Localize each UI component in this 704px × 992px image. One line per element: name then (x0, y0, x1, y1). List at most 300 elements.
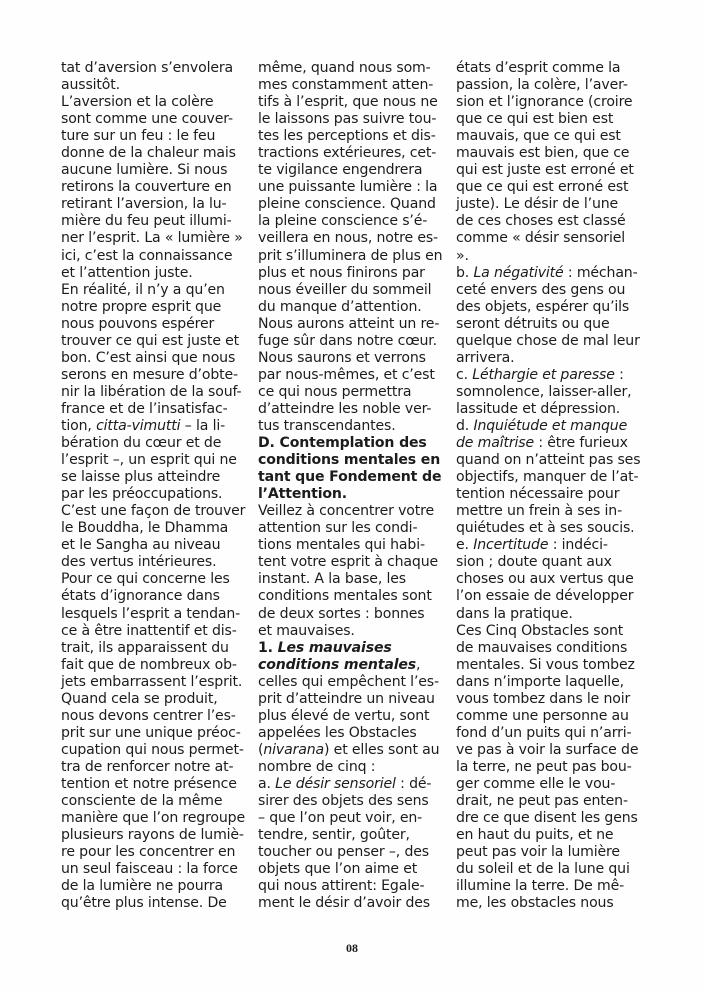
text-segment: sont comme une couver- (61, 111, 233, 128)
text-line (456, 435, 656, 452)
text-segment: – que l’on peut voir, en- (258, 810, 423, 827)
text-line (258, 333, 448, 350)
text-segment: aucune lumière. Si nous (61, 162, 228, 179)
text-segment: objectifs, manquer de l’at- (456, 469, 639, 486)
text-segment: un seul faisceau : la force (61, 861, 238, 878)
text-line (456, 810, 656, 827)
text-line (61, 111, 251, 128)
text-segment: L’aversion et la colère (61, 94, 214, 111)
text-line (258, 895, 448, 912)
text-line (456, 333, 656, 350)
text-segment: lassitude et dépression. (456, 400, 621, 417)
text-segment: Veillez à concentrer votre (258, 503, 434, 520)
text-line (258, 401, 448, 418)
text-line (456, 350, 656, 367)
text-segment: vous tombez dans le noir (456, 690, 631, 707)
text-line (61, 94, 251, 111)
italic-text: Inquiétude et manque (473, 417, 628, 434)
text-line (456, 418, 656, 435)
text-segment: par les préoccupations. (61, 486, 223, 503)
text-line (456, 248, 656, 265)
text-segment: ture sur un feu : le feu (61, 128, 216, 145)
text-line (258, 60, 448, 77)
text-line (258, 742, 448, 759)
text-line (258, 571, 448, 588)
text-segment: trait, ils apparaissent du (61, 639, 229, 656)
text-segment: et mauvaises. (258, 622, 355, 639)
text-line (61, 503, 251, 520)
text-segment: mière du feu peut illumi- (61, 213, 232, 230)
text-segment: nombre de cinq : (258, 758, 376, 775)
text-line (258, 77, 448, 94)
text-segment: ce qui nous permettra (258, 383, 412, 400)
text-segment: toucher ou penser –, des (258, 844, 429, 861)
text-line (456, 793, 656, 810)
text-segment: Nous aurons atteint un re- (258, 315, 440, 332)
text-column-middle (258, 60, 448, 912)
text-line (456, 486, 656, 503)
text-segment: quand on n’atteint pas ses (456, 452, 641, 469)
text-line (61, 367, 251, 384)
bold-text: conditions mentales (258, 656, 417, 673)
italic-text: de maîtrise (456, 435, 534, 452)
text-line (258, 145, 448, 162)
text-segment: Quand cela se produit, (61, 690, 218, 707)
text-segment: mauvais est bien, que ce (456, 145, 630, 162)
text-segment: nir la libération de la souf- (61, 383, 242, 400)
text-line (61, 299, 251, 316)
text-segment: ger comme elle le vou- (456, 775, 616, 792)
text-segment: des vertus intérieures. (61, 554, 217, 571)
text-segment: que ce qui est erroné est (456, 179, 629, 196)
text-line (258, 162, 448, 179)
text-segment: tes les perceptions et dis- (258, 128, 436, 145)
text-segment: plus et nous finirons par (258, 264, 425, 281)
text-segment: l’on essaie de développer (456, 588, 634, 605)
text-line (456, 554, 656, 571)
text-line (258, 520, 448, 537)
text-line (61, 265, 251, 282)
text-segment: tat d’aversion s’envolera (61, 60, 233, 76)
text-line (456, 674, 656, 691)
text-segment: nous éveiller du sommeil (258, 281, 432, 298)
text-line (456, 520, 656, 537)
text-segment: dans la pratique. (456, 605, 573, 622)
text-line (258, 691, 448, 708)
text-line (61, 878, 251, 895)
text-line (258, 640, 448, 657)
text-line (456, 230, 656, 247)
text-segment: sirer des objets des sens (258, 793, 429, 810)
bold-text: D. Contemplation des (258, 435, 427, 452)
text-segment: de la lumière ne pourra (61, 878, 224, 895)
text-line (258, 503, 448, 520)
text-segment: prit s’illuminera de plus en (258, 247, 443, 264)
text-line (61, 179, 251, 196)
text-line (456, 282, 656, 299)
text-line (258, 810, 448, 827)
text-line (258, 657, 448, 674)
text-segment: fuge sûr dans notre cœur. (258, 332, 437, 349)
text-segment: tions mentales qui habi- (258, 537, 425, 554)
text-line (61, 196, 251, 213)
text-segment: seront détruits ou que (456, 315, 610, 332)
text-line (456, 401, 656, 418)
text-segment: donne de la chaleur mais (61, 145, 236, 162)
text-line (61, 401, 251, 418)
italic-text: La négativité (473, 264, 564, 281)
text-line (258, 196, 448, 213)
text-segment: et l’attention juste. (61, 264, 193, 281)
text-line (456, 469, 656, 486)
italic-text: Incertitude (473, 537, 549, 554)
text-line (258, 418, 448, 435)
text-segment: peut pas voir la lumière (456, 844, 620, 861)
text-segment: serons en mesure d’obte- (61, 366, 238, 383)
text-line (456, 606, 656, 623)
text-segment: ment le désir d’avoir des (258, 895, 430, 912)
text-segment: b. (456, 264, 474, 281)
text-line (61, 60, 251, 77)
text-segment: france et de l’insatisfac- (61, 400, 228, 417)
text-line (258, 384, 448, 401)
text-segment: bération du cœur et de (61, 435, 222, 452)
text-line (456, 708, 656, 725)
text-segment: aussitôt. (61, 77, 120, 94)
text-segment: la terre, ne peut pas bou- (456, 758, 632, 775)
text-line (61, 606, 251, 623)
text-line (61, 725, 251, 742)
text-line (61, 895, 251, 912)
text-line (61, 282, 251, 299)
text-segment: c. (456, 366, 473, 383)
text-line (61, 452, 251, 469)
text-segment: objets que l’on aime et (258, 861, 418, 878)
text-line (258, 878, 448, 895)
text-segment: l’esprit –, un esprit qui ne (61, 452, 237, 469)
text-segment: veillera en nous, notre es- (258, 230, 438, 247)
text-segment: conditions mentales sont (258, 588, 432, 605)
text-segment: mettre un frein à ses in- (456, 503, 623, 520)
text-segment: instant. A la base, les (258, 571, 406, 588)
text-segment: : méchan- (563, 264, 638, 281)
text-line (258, 554, 448, 571)
text-segment: le Bouddha, le Dhamma (61, 520, 229, 537)
text-line (258, 265, 448, 282)
text-line (61, 810, 251, 827)
text-line (61, 213, 251, 230)
text-segment: quiétudes et à ses soucis. (456, 520, 635, 537)
text-segment: consciente de la même (61, 793, 223, 810)
text-segment: prit d’atteindre un niveau (258, 690, 435, 707)
text-segment: le laissons pas suivre tou- (258, 111, 437, 128)
text-line (61, 384, 251, 401)
text-line (258, 350, 448, 367)
text-segment: qui nous attirent: Egale- (258, 878, 425, 895)
text-segment: ce à être inattentif et dis- (61, 622, 237, 639)
text-segment: C’est une façon de trouver (61, 503, 246, 520)
text-segment: tendre, sentir, goûter, (258, 827, 410, 844)
text-line (61, 350, 251, 367)
text-line (258, 793, 448, 810)
text-segment: même, quand nous som- (258, 60, 431, 76)
text-segment: de mauvaises conditions (456, 639, 628, 656)
text-segment: bon. C’est ainsi que nous (61, 349, 236, 366)
text-segment: une puissante lumière : la (258, 179, 438, 196)
text-line (258, 827, 448, 844)
text-line (258, 776, 448, 793)
text-line (61, 657, 251, 674)
text-line (61, 759, 251, 776)
text-segment: juste). Le désir de l’une (456, 196, 619, 213)
bold-text: 1. (258, 639, 278, 656)
text-line (61, 588, 251, 605)
text-segment: tifs à l’esprit, que nous ne (258, 94, 438, 111)
text-segment: notre propre esprit que (61, 298, 222, 315)
text-segment: tus transcendantes. (258, 417, 396, 434)
text-line (258, 452, 448, 469)
text-segment: ve pas à voir la surface de (456, 741, 639, 758)
text-segment: mauvais, que ce qui est (456, 128, 621, 145)
text-line (258, 367, 448, 384)
text-line (456, 111, 656, 128)
text-segment: dre ce que disent les gens (456, 810, 638, 827)
text-line (258, 128, 448, 145)
text-line (61, 435, 251, 452)
text-segment: comme « désir sensoriel (456, 230, 625, 247)
text-line (258, 486, 448, 503)
text-segment: pleine conscience. Quand (258, 196, 436, 213)
text-line (456, 60, 656, 77)
text-line (456, 759, 656, 776)
text-line (61, 793, 251, 810)
text-line (258, 248, 448, 265)
text-segment: me, les obstacles nous (456, 895, 614, 912)
text-segment: : être furieux (533, 435, 628, 452)
text-segment: d’atteindre les noble ver- (258, 400, 432, 417)
text-segment: du manque d’attention. (258, 298, 422, 315)
text-segment: arrivera. (456, 349, 515, 366)
italic-text: nivarana (263, 741, 324, 758)
text-segment: de deux sortes : bonnes (258, 605, 425, 622)
bold-text: tant que Fondement de (258, 469, 442, 486)
text-segment: que ce qui est bien est (456, 111, 614, 128)
text-column-left (61, 60, 251, 912)
text-segment: mes constamment atten- (258, 77, 434, 94)
text-segment: drait, ne peut pas enten- (456, 793, 628, 810)
text-segment: somnolence, laisser-aller, (456, 383, 632, 400)
text-line (456, 878, 656, 895)
text-column-right (456, 60, 656, 912)
text-line (61, 554, 251, 571)
text-line (61, 708, 251, 725)
text-segment: des objets, espérer qu’ils (456, 298, 630, 315)
text-line (61, 623, 251, 640)
text-line (258, 759, 448, 776)
text-segment: lesquels l’esprit a tendan- (61, 605, 241, 622)
text-line (456, 537, 656, 554)
text-line (61, 674, 251, 691)
text-line (456, 776, 656, 793)
text-line (258, 111, 448, 128)
text-segment: Ces Cinq Obstacles sont (456, 622, 624, 639)
text-segment: d. (456, 417, 474, 434)
text-segment: choses ou aux vertus que (456, 571, 634, 588)
text-line (61, 469, 251, 486)
text-line (456, 265, 656, 282)
text-segment: comme une personne au (456, 707, 629, 724)
text-line (456, 316, 656, 333)
text-segment: Pour ce qui concerne les (61, 571, 230, 588)
text-segment: dans n’importe laquelle, (456, 673, 624, 690)
italic-text: Le désir sensoriel (275, 775, 396, 792)
text-line (61, 691, 251, 708)
text-segment: retirons la couverture en (61, 179, 232, 196)
text-line (456, 299, 656, 316)
text-segment: jets embarrassent l’esprit. (61, 673, 243, 690)
text-line (61, 537, 251, 554)
text-line (456, 162, 656, 179)
text-segment: passion, la colère, l’aver- (456, 77, 628, 94)
text-segment: prit sur une unique préoc- (61, 724, 241, 741)
text-line (258, 861, 448, 878)
text-line (258, 844, 448, 861)
text-line (61, 128, 251, 145)
text-line (258, 606, 448, 623)
text-line (258, 179, 448, 196)
text-segment: a. (258, 775, 276, 792)
text-segment: la pleine conscience s’é- (258, 213, 428, 230)
text-line (258, 623, 448, 640)
text-segment: du soleil et de la lune qui (456, 861, 630, 878)
text-line (258, 588, 448, 605)
text-segment: e. (456, 537, 474, 554)
text-segment: tractions extérieures, cet- (258, 145, 437, 162)
text-line (456, 367, 656, 384)
text-segment: – la li- (180, 417, 226, 434)
text-segment: ici, c’est la connaissance (61, 247, 233, 264)
text-segment: tention nécessaire pour (456, 486, 620, 503)
text-segment: En réalité, il n’y a qu’en (61, 281, 225, 298)
text-line (61, 248, 251, 265)
text-line (61, 418, 251, 435)
text-segment: fait que de nombreux ob- (61, 656, 237, 673)
text-segment: manière que l’on regroupe (61, 810, 245, 827)
text-line (456, 827, 656, 844)
text-segment: sion et l’ignorance (croire (456, 94, 633, 111)
text-line (258, 282, 448, 299)
text-line (456, 691, 656, 708)
text-line (456, 742, 656, 759)
text-line (456, 196, 656, 213)
text-segment: qui est juste est erroné et (456, 162, 634, 179)
text-line (456, 895, 656, 912)
text-segment: en haut du puits, et ne (456, 827, 614, 844)
text-line (258, 299, 448, 316)
text-segment: nous pouvons espérer (61, 315, 215, 332)
text-segment: ». (456, 247, 469, 264)
text-segment: nous devons centrer l’es- (61, 707, 236, 724)
text-line (456, 77, 656, 94)
text-segment: sion ; doute quant aux (456, 554, 612, 571)
text-segment: qu’être plus intense. De (61, 895, 227, 912)
text-line (61, 571, 251, 588)
page-number: 08 (346, 941, 358, 955)
text-line (61, 145, 251, 162)
text-segment: quelque chose de mal leur (456, 332, 640, 349)
text-line (61, 520, 251, 537)
text-line (258, 230, 448, 247)
italic-text: Léthargie et paresse (472, 366, 615, 383)
text-line (456, 179, 656, 196)
text-segment: mentales. Si vous tombez (456, 656, 635, 673)
text-segment: Nous saurons et verrons (258, 349, 426, 366)
text-segment: celles qui empêchent l’es- (258, 673, 439, 690)
text-segment: , (416, 656, 421, 673)
text-line (456, 623, 656, 640)
text-line (258, 537, 448, 554)
bold-text: Les mauvaises (277, 639, 392, 656)
text-line (61, 640, 251, 657)
text-segment: tention et notre présence (61, 775, 237, 792)
text-line (61, 162, 251, 179)
text-segment: ( (258, 741, 264, 758)
text-segment: états d’esprit comme la (456, 60, 621, 76)
text-segment: te vigilance engendrera (258, 162, 423, 179)
text-line (61, 230, 251, 247)
text-segment: trouver ce qui est juste et (61, 332, 240, 349)
text-segment: plusieurs rayons de lumiè- (61, 827, 244, 844)
text-line (61, 333, 251, 350)
text-line (456, 844, 656, 861)
text-line (61, 742, 251, 759)
text-line (456, 657, 656, 674)
text-line (456, 145, 656, 162)
italic-text: citta-vimutti (96, 417, 181, 434)
text-segment: tra de renforcer notre at- (61, 758, 234, 775)
text-line (456, 213, 656, 230)
text-segment: : dé- (395, 775, 432, 792)
text-segment: par nous-mêmes, et c’est (258, 366, 435, 383)
text-segment: de ces choses est classé (456, 213, 626, 230)
text-line (456, 94, 656, 111)
text-segment: ner l’esprit. La « lumière » (61, 230, 243, 247)
text-line (456, 384, 656, 401)
text-line (61, 827, 251, 844)
text-line (456, 503, 656, 520)
text-line (456, 588, 656, 605)
text-segment: retirant l’aversion, la lu- (61, 196, 227, 213)
text-segment: cupation qui nous permet- (61, 741, 244, 758)
text-segment: plus élevé de vertu, sont (258, 707, 430, 724)
text-line (456, 128, 656, 145)
text-segment: et le Sangha au niveau (61, 537, 221, 554)
text-line (258, 213, 448, 230)
text-line (61, 77, 251, 94)
text-line (456, 725, 656, 742)
text-segment: re pour les concentrer en (61, 844, 236, 861)
text-segment: ceté envers des gens ou (456, 281, 626, 298)
text-segment: : indéci- (548, 537, 608, 554)
text-line (258, 435, 448, 452)
text-line (456, 861, 656, 878)
text-line (61, 776, 251, 793)
bold-text: conditions mentales en (258, 452, 441, 469)
text-segment: illumine la terre. De mê- (456, 878, 625, 895)
text-line (456, 452, 656, 469)
text-line (258, 725, 448, 742)
text-line (61, 861, 251, 878)
